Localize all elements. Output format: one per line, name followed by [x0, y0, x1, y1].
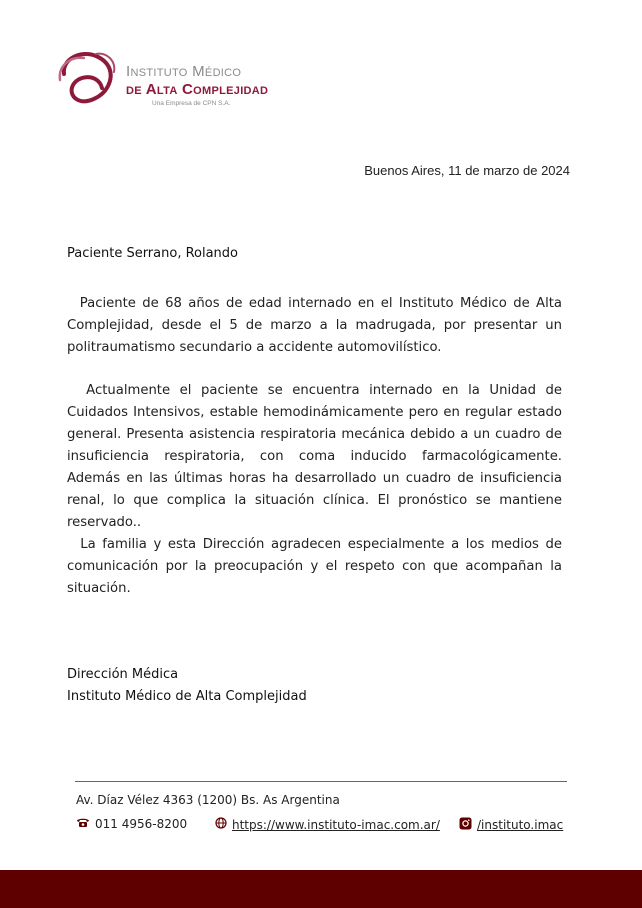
phone-number: 011 4956-8200 — [95, 817, 188, 831]
instagram-icon — [459, 817, 472, 833]
globe-icon — [215, 817, 227, 832]
paragraph-admission: Paciente de 68 años de edad internado en el Instituto Médico de Alta Complejidad, desde el 5 de marzo a la madrugada, por presentar un politraumatismo secundario a accidente automovilístico. — [67, 296, 562, 355]
footer-instagram[interactable] — [459, 817, 563, 833]
letter-date: Buenos Aires, 11 de marzo de 2024 — [364, 163, 570, 178]
footer-divider — [75, 781, 567, 782]
website-link[interactable]: https://www.instituto-imac.com.ar/ — [232, 817, 440, 832]
signature-institution: Instituto Médico de Alta Complejidad — [67, 689, 307, 704]
paragraph-current-status: Actualmente el paciente se encuentra internado en la Unidad de Cuidados Intensivos, estable hemodinámicamente pero en regular estado general. Presenta asistencia respiratoria mecánica debido a un cuadro de insuficiencia respiratoria, con coma inducido farmacológicamente. Además en las últimas horas ha desarrollado un cuadro de insuficiencia renal, lo que complica la situación clínica. El pronóstico se mantiene reservado.. — [67, 383, 562, 530]
heart-logo-icon — [56, 44, 120, 108]
patient-heading: Paciente Serrano, Rolando — [67, 246, 239, 261]
logo-name-line2: de Alta Complejidad — [126, 81, 269, 98]
logo-name-line1: Instituto Médico — [126, 63, 242, 80]
institute-logo — [56, 44, 286, 114]
footer-color-band — [0, 870, 642, 908]
footer-phone — [76, 817, 187, 831]
footer-address: Av. Díaz Vélez 4363 (1200) Bs. As Argentina — [76, 793, 340, 807]
logo-tagline: Una Empresa de CPN S.A. — [152, 100, 231, 107]
footer-website[interactable] — [215, 817, 440, 832]
phone-icon — [76, 817, 90, 831]
instagram-link[interactable]: /instituto.imac — [477, 818, 564, 832]
signature-department: Dirección Médica — [67, 667, 179, 682]
paragraph-acknowledgement: La familia y esta Dirección agradecen especialmente a los medios de comunicación por la preocupación y el respeto con que acompañan la situación. — [67, 537, 562, 596]
